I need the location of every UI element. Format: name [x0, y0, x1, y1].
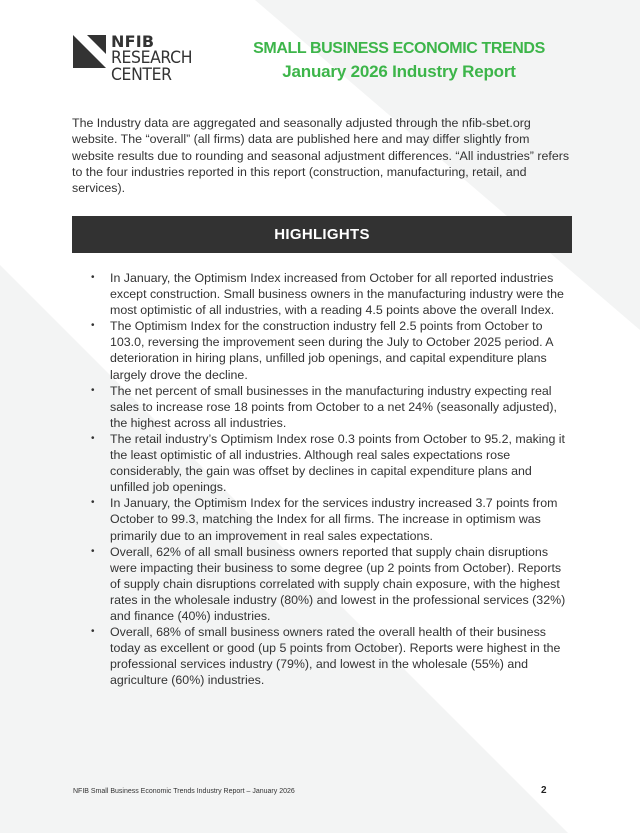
nfib-research-center-logo	[73, 32, 213, 87]
report-title-block	[238, 38, 560, 84]
report-title: SMALL BUSINESS ECONOMIC TRENDS	[253, 40, 545, 57]
bullet-icon: •	[91, 272, 95, 283]
page-number: 2	[541, 785, 547, 796]
bullet-icon: •	[91, 432, 95, 444]
logo-mark-icon	[73, 35, 106, 68]
highlight-text: Overall, 68% of small business owners rated the overall health of their business today as excellent or good (up 5 points from October). Reports were highest in the professional services industry (79%), and lowest in the wholesale (55%) and agriculture (60%) industries.	[110, 625, 561, 688]
highlight-item	[72, 318, 572, 382]
report-subtitle: January 2026 Industry Report	[282, 62, 516, 81]
highlight-text: In January, the Optimism Index increased from October for all reported industries except construction. Small business owners in the manufacturing industry were the most optimistic of all industries, with a reading 4.5 points above the overall Index.	[110, 271, 564, 318]
highlight-item	[72, 495, 572, 543]
bullet-icon: •	[91, 384, 95, 396]
highlight-item	[72, 544, 572, 624]
logo-line-research: RESEARCH	[111, 48, 193, 68]
logo-wordmark	[111, 33, 199, 84]
logo-line-nfib: NFIB	[111, 32, 155, 51]
highlight-item	[72, 270, 572, 318]
highlight-item	[72, 383, 572, 431]
highlight-text: The Optimism Index for the construction industry fell 2.5 points from October to 103.0, reversing the improvement seen during the July to October 2025 period. A deterioration in hiring plans, unfilled job openings, and capital expenditure plans largely drove the decline.	[110, 319, 553, 382]
highlights-heading-bar	[72, 216, 572, 253]
highlight-item	[72, 431, 572, 495]
highlights-heading: HIGHLIGHTS	[274, 226, 370, 243]
highlight-text: Overall, 62% of all small business owners reported that supply chain disruptions were impacting their business to some degree (up 2 points from October). Reports of supply chain disruptions correlated with supply chain exposure, with the highest rates in the wholesale industry (80%) and lowest in the professional services (32%) and finance (40%) industries.	[110, 544, 566, 623]
highlights-list	[72, 270, 572, 688]
bullet-icon: •	[91, 497, 95, 509]
bullet-icon: •	[91, 545, 95, 557]
highlight-text: In January, the Optimism Index for the services industry increased 3.7 points from October to 99.3, matching the Index for all firms. The increase in optimism was primarily due to an improvement in real sales expectations.	[110, 496, 558, 543]
intro-paragraph: The Industry data are aggregated and seasonally adjusted through the nfib-sbet.org website. The “overall” (all firms) data are published here and may differ slightly from website results due to rounding and seasonal adjustment differences. “All industries” refers to the four industries reported in this report (construction, manufacturing, retail, and services).	[72, 116, 570, 196]
logo-line-center: CENTER	[111, 65, 172, 85]
bullet-icon: •	[91, 320, 95, 332]
highlight-item	[72, 624, 572, 688]
bullet-icon: •	[91, 626, 95, 638]
footer-report-name: NFIB Small Business Economic Trends Industry Report – January 2026	[73, 788, 295, 795]
highlight-text: The retail industry’s Optimism Index rose 0.3 points from October to 95.2, making it the least optimistic of all industries. Although real sales expectations rose considerably, the gain was offset by declines in capital expenditure plans and unfilled job openings.	[110, 431, 565, 495]
highlight-text: The net percent of small businesses in the manufacturing industry expecting real sales to increase rose 18 points from October to a net 24% (seasonally adjusted), the highest across all industries.	[110, 383, 557, 430]
